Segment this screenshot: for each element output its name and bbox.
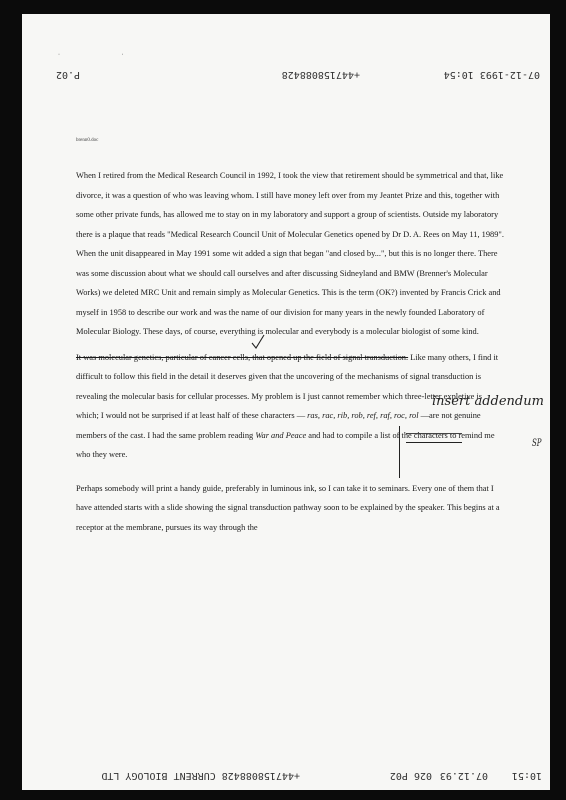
fax-top-datetime: 07-12-1993 10:54 bbox=[443, 69, 540, 80]
handwritten-insert-note: insert addendum bbox=[432, 394, 544, 409]
paragraph-3: Perhaps somebody will print a handy guide, preferably in luminous ink, so I can take it to seminars. Every one of them that I have attended starts with a slide showing the signal transduction pathway soon to be explained by the speaker. This begins at a receptor at the membrane, pursues its way through the bbox=[76, 483, 500, 532]
fax-top-page: P.02 bbox=[55, 69, 80, 80]
paragraph-1-text-a: When I retired from the Medical Research Council in 1992, I took the view that retirement should be symmetrical and that, like divorce, it was a question of who was leaving whom. I still have money left over from my Jeantet Prize and this, together with some other private funds, has allowed me to stay on in my laboratory and support a group of scientists. Outside my laboratory there is a plaque that reads "Medical Research Council Unit of Molecular Genetics opened by Dr D. A. Rees on May 11, 1989". When the unit disappeared in May 1991 some wit added a sign that began "and closed by...", but this is no longer there. There was some discussion about what we should call ourselves and after discussing Sidneyland and BMW (Brenner's Molecular Works) we deleted MRC Unit and remain simply as Molecular Genetics. This is the term bbox=[76, 171, 504, 297]
paragraph-2-gene-list: ras, rac, rib, rob, ref, raf, roc, rol bbox=[307, 411, 419, 420]
fax-top-number: +447158088428 bbox=[281, 69, 360, 80]
paragraph-1-ok-query: (OK?) bbox=[376, 288, 398, 297]
fax-footer-bottom bbox=[22, 767, 550, 781]
paragraph-1 bbox=[76, 166, 506, 342]
handwritten-scribble bbox=[406, 433, 462, 443]
handwritten-check-icon bbox=[250, 334, 266, 350]
document-filename: brenn0.doc bbox=[76, 138, 99, 143]
paragraph-2-struck-sentence: It was molecular genetics, particular of cancer cells, that opened up the field of signal transduction. bbox=[76, 352, 409, 362]
fax-bottom-number-line: +447158088428 CURRENT BIOLOGY LTD bbox=[101, 770, 300, 781]
fax-bottom-date: 07.12.93 bbox=[439, 770, 488, 781]
paragraph-2-text-b: —are not genuine members of the cast. I had the same problem reading bbox=[76, 411, 481, 440]
paragraph-2-book-title: War and Peace bbox=[255, 430, 307, 440]
paragraph-2-text-a: Like many others, I find it difficult to follow this field in the detail it deserves given that the uncovering of the mechanisms of signal transduction is revealing the molecular basis for cellular processes. My problem is I just cannot remember which three-letter expletive is which; I would not be surprised if at least half of these characters — bbox=[76, 352, 499, 420]
fax-header-top bbox=[22, 66, 550, 80]
fax-bottom-time: 10:51 bbox=[511, 770, 542, 781]
document-body bbox=[76, 166, 506, 537]
document-page bbox=[22, 14, 550, 790]
fax-bottom-page-info: 026 P02 bbox=[389, 770, 432, 781]
punch-marks: · · bbox=[58, 52, 154, 58]
handwritten-sp-mark: SP bbox=[532, 438, 542, 449]
insert-bracket-mark bbox=[399, 426, 402, 478]
paragraph-1-text-b: invented by Francis Crick and myself in 1958 to describe our work and was the name of our division for many years in the newly founded Laboratory of Molecular Biology. These days, of course, everything is molecular and everybody is a molecular biologist of some kind. bbox=[76, 288, 501, 336]
paragraph-2-text-c: and had to compile a list of the characters to remind me who they were. bbox=[76, 430, 495, 459]
